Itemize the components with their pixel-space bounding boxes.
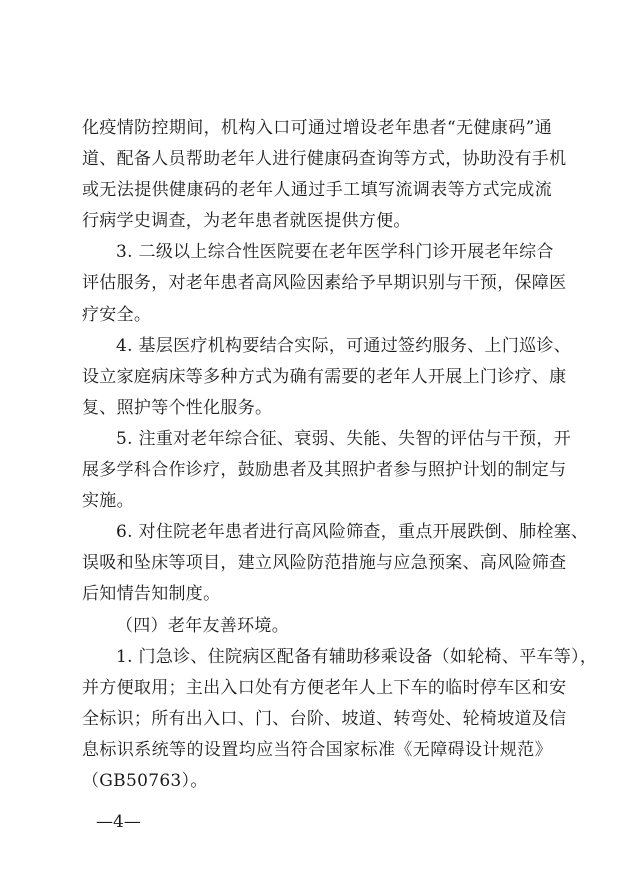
text-line: 息标识系统等的设置均应当符合国家标准《无障碍设计规范》 bbox=[82, 739, 552, 760]
text-line: （四）老年友善环境。 bbox=[116, 615, 289, 636]
page-number: —4— bbox=[96, 812, 141, 832]
text-line: 全标识；所有出入口、门、台阶、坡道、转弯处、轮椅坡道及信 bbox=[82, 708, 567, 729]
text-line: 误吸和坠床等项目，建立风险防范措施与应急预案、高风险筛查 bbox=[82, 553, 567, 574]
text-line: 并方便取用；主出入口处有方便老年人上下车的临时停车区和安 bbox=[82, 677, 567, 698]
text-line: 1. 门急诊、住院病区配备有辅助移乘设备（如轮椅、平车等）， bbox=[116, 646, 598, 667]
body-text bbox=[82, 113, 598, 797]
text-line: （GB50763）。 bbox=[82, 770, 208, 791]
text-line: 后知情告知制度。 bbox=[82, 584, 221, 605]
text-line: 或无法提供健康码的老年人通过手工填写流调表等方式完成流 bbox=[82, 180, 552, 201]
text-line: 化疫情防控期间，机构入口可通过增设老年患者“无健康码”通 bbox=[82, 118, 552, 138]
text-line: 实施。 bbox=[82, 491, 134, 512]
text-line: 展多学科合作诊疗，鼓励患者及其照护者参与照护计划的制定与 bbox=[82, 460, 567, 481]
text-line: 道、配备人员帮助老年人进行健康码查询等方式，协助没有手机 bbox=[82, 149, 567, 170]
text-line: 行病学史调查，为老年患者就医提供方便。 bbox=[82, 211, 411, 232]
text-line: 评估服务，对老年患者高风险因素给予早期识别与干预，保障医 bbox=[82, 273, 567, 294]
text-line: 6. 对住院老年患者进行高风险筛查，重点开展跌倒、肺栓塞、 bbox=[116, 522, 589, 543]
text-line: 复、照护等个性化服务。 bbox=[82, 397, 273, 418]
text-line: 3. 二级以上综合性医院要在老年医学科门诊开展老年综合 bbox=[116, 242, 554, 263]
text-line: 5. 注重对老年综合征、衰弱、失能、失智的评估与干预，开 bbox=[116, 428, 572, 449]
text-line: 4. 基层医疗机构要结合实际，可通过签约服务、上门巡诊、 bbox=[116, 335, 572, 356]
text-line: 疗安全。 bbox=[82, 304, 152, 325]
text-line: 设立家庭病床等多种方式为确有需要的老年人开展上门诊疗、康 bbox=[82, 366, 567, 387]
